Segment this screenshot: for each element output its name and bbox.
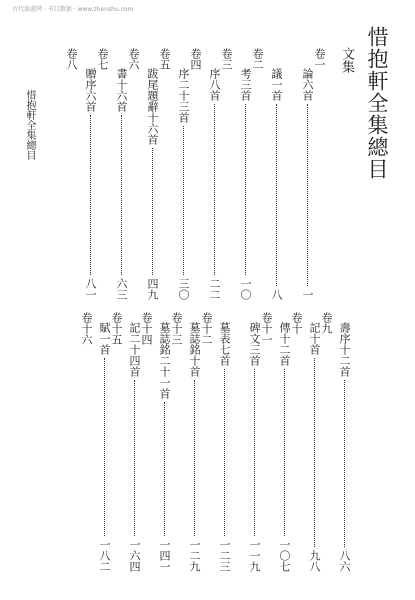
leader-dots (90, 115, 91, 275)
page-number: 八六 (338, 550, 351, 572)
page-number: 四九 (146, 278, 159, 300)
entry-label[interactable]: 墓誌銘二十一首 (158, 322, 171, 399)
leader-dots (183, 126, 184, 275)
page-number: 六三 (115, 278, 128, 300)
entry-label[interactable]: 序八首 (208, 68, 221, 101)
leader-dots (194, 380, 195, 536)
entry-label[interactable]: 序二十三首 (177, 68, 190, 123)
page-number: 一一九 (248, 539, 261, 572)
volume-label: 卷三 (220, 48, 233, 70)
leader-dots (344, 380, 345, 547)
leader-dots (214, 104, 215, 275)
page-number: 一四一 (158, 539, 171, 572)
main-title: 惜抱軒全集總目 (365, 26, 389, 180)
leader-dots (134, 380, 135, 536)
volume-label: 卷八 (65, 48, 78, 70)
volume-label: 卷九 (320, 312, 333, 334)
margin-title: 惜抱軒全集總目 (24, 90, 35, 160)
leader-dots (307, 104, 308, 286)
volume-label: 卷六 (127, 48, 140, 70)
leader-dots (224, 369, 225, 536)
entry-label[interactable]: 壽序十二首 (338, 322, 351, 377)
page-number: 一二三 (218, 539, 231, 572)
leader-dots (245, 104, 246, 275)
leader-dots (314, 358, 315, 547)
page-number: 八 (270, 289, 283, 300)
page-number: 一八二 (98, 539, 111, 572)
page-number: 一〇七 (278, 539, 291, 572)
entry-label[interactable]: 記二十四首 (128, 322, 141, 377)
page-number: 九八 (308, 550, 321, 572)
leader-dots (276, 104, 277, 286)
page-number: 二二 (208, 278, 221, 300)
volume-label: 卷七 (96, 48, 109, 70)
leader-dots (121, 115, 122, 275)
entry-label[interactable]: 贈序六首 (84, 68, 97, 112)
volume-label: 卷十一 (260, 312, 273, 345)
entry-label[interactable]: 記十首 (308, 322, 321, 355)
page-number: 一六四 (128, 539, 141, 572)
entry-label[interactable]: 議一首 (270, 68, 283, 101)
entry-label[interactable]: 墓誌銘十首 (188, 322, 201, 377)
volume-label: 卷十五 (110, 312, 123, 345)
volume-label: 卷二 (251, 48, 264, 70)
entry-label[interactable]: 論六首 (301, 68, 314, 101)
entry-label[interactable]: 傳十二首 (278, 322, 291, 366)
entry-label[interactable]: 賦一首 (98, 322, 111, 355)
leader-dots (254, 369, 255, 536)
watermark: 古代旅游网 · 书目数据 · www.zhenshu.com (12, 6, 134, 13)
section-title: 文集 (339, 47, 354, 73)
volume-label: 卷四 (189, 48, 202, 70)
page-number: 一〇 (239, 278, 252, 300)
volume-label: 卷一 (313, 48, 326, 70)
leader-dots (284, 369, 285, 536)
entry-label[interactable]: 書十六首 (115, 68, 128, 112)
entry-label[interactable]: 碑文三首 (248, 322, 261, 366)
leader-dots (152, 148, 153, 275)
page-number: 八一 (84, 278, 97, 300)
volume-label: 卷五 (158, 48, 171, 70)
page-number: 一二九 (188, 539, 201, 572)
volume-label: 卷十四 (140, 312, 153, 345)
volume-label: 卷十 (290, 312, 303, 334)
volume-label: 卷十三 (170, 312, 183, 345)
entry-label[interactable]: 墓表七首 (218, 322, 231, 366)
page-number: 三〇 (177, 278, 190, 300)
page-number: 一 (301, 289, 314, 300)
entry-label[interactable]: 跋尾題辭十六首 (146, 68, 159, 145)
leader-dots (164, 402, 165, 536)
leader-dots (104, 358, 105, 536)
volume-label: 卷十六 (80, 312, 93, 345)
volume-label: 卷十二 (200, 312, 213, 345)
entry-label[interactable]: 考三首 (239, 68, 252, 101)
